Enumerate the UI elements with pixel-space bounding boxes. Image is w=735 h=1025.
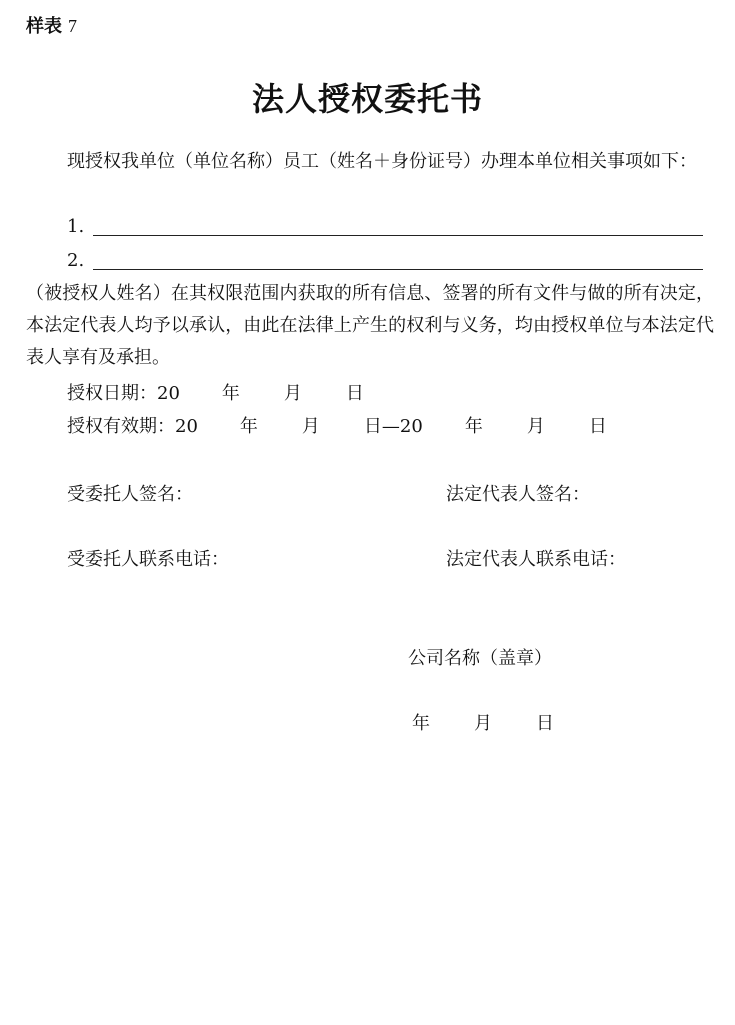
validity-period — [67, 412, 607, 438]
acknowledgement-paragraph — [26, 278, 714, 374]
authorization-date-month: 月 — [283, 383, 302, 404]
item-1-number: 1. — [67, 216, 85, 237]
company-date-month: 月 — [474, 713, 492, 734]
validity-day-end: 日 — [588, 416, 607, 437]
legal-rep-signature-label: 法定代表人签名： — [446, 484, 590, 505]
intro-paragraph — [26, 146, 714, 178]
acknowledgement-text: （被授权人姓名）在其权限范围内获取的所有信息、签署的所有文件与做的所有决定，本法定代表人均予以承认，由此在法律上产生的权利与义务，均由授权单位与本法定代表人享有及承担。 — [26, 283, 714, 368]
company-name-seal: 公司名称（盖章） — [408, 648, 552, 669]
item-2-blank-line — [93, 269, 703, 270]
authorization-date-year: 年 — [221, 383, 240, 404]
validity-year-end: 年 — [464, 416, 483, 437]
sample-label-text: 样表 — [26, 16, 62, 37]
validity-year-start: 年 — [239, 416, 258, 437]
item-2-number: 2. — [67, 250, 85, 271]
validity-month-start: 月 — [301, 416, 320, 437]
sample-number: 7 — [68, 16, 77, 36]
agent-signature-label: 受委托人签名： — [67, 484, 193, 505]
authorization-date-day: 日 — [345, 383, 364, 404]
legal-rep-phone-label: 法定代表人联系电话： — [446, 549, 626, 570]
validity-month-end: 月 — [526, 416, 545, 437]
document-title: 法人授权委托书 — [251, 80, 483, 118]
authorization-date — [67, 379, 364, 405]
agent-phone-label: 受委托人联系电话： — [67, 549, 229, 570]
item-1-blank-line — [93, 235, 703, 236]
validity-period-label: 授权有效期：20 — [67, 416, 198, 437]
company-date — [412, 709, 554, 735]
validity-day-start-to: 日—20 — [363, 416, 423, 437]
authorization-date-label: 授权日期：20 — [67, 383, 180, 404]
sample-label — [26, 12, 77, 38]
company-date-year: 年 — [412, 713, 430, 734]
company-date-day: 日 — [536, 713, 554, 734]
intro-text: 现授权我单位（单位名称）员工（姓名＋身份证号）办理本单位相关事项如下： — [67, 151, 697, 172]
